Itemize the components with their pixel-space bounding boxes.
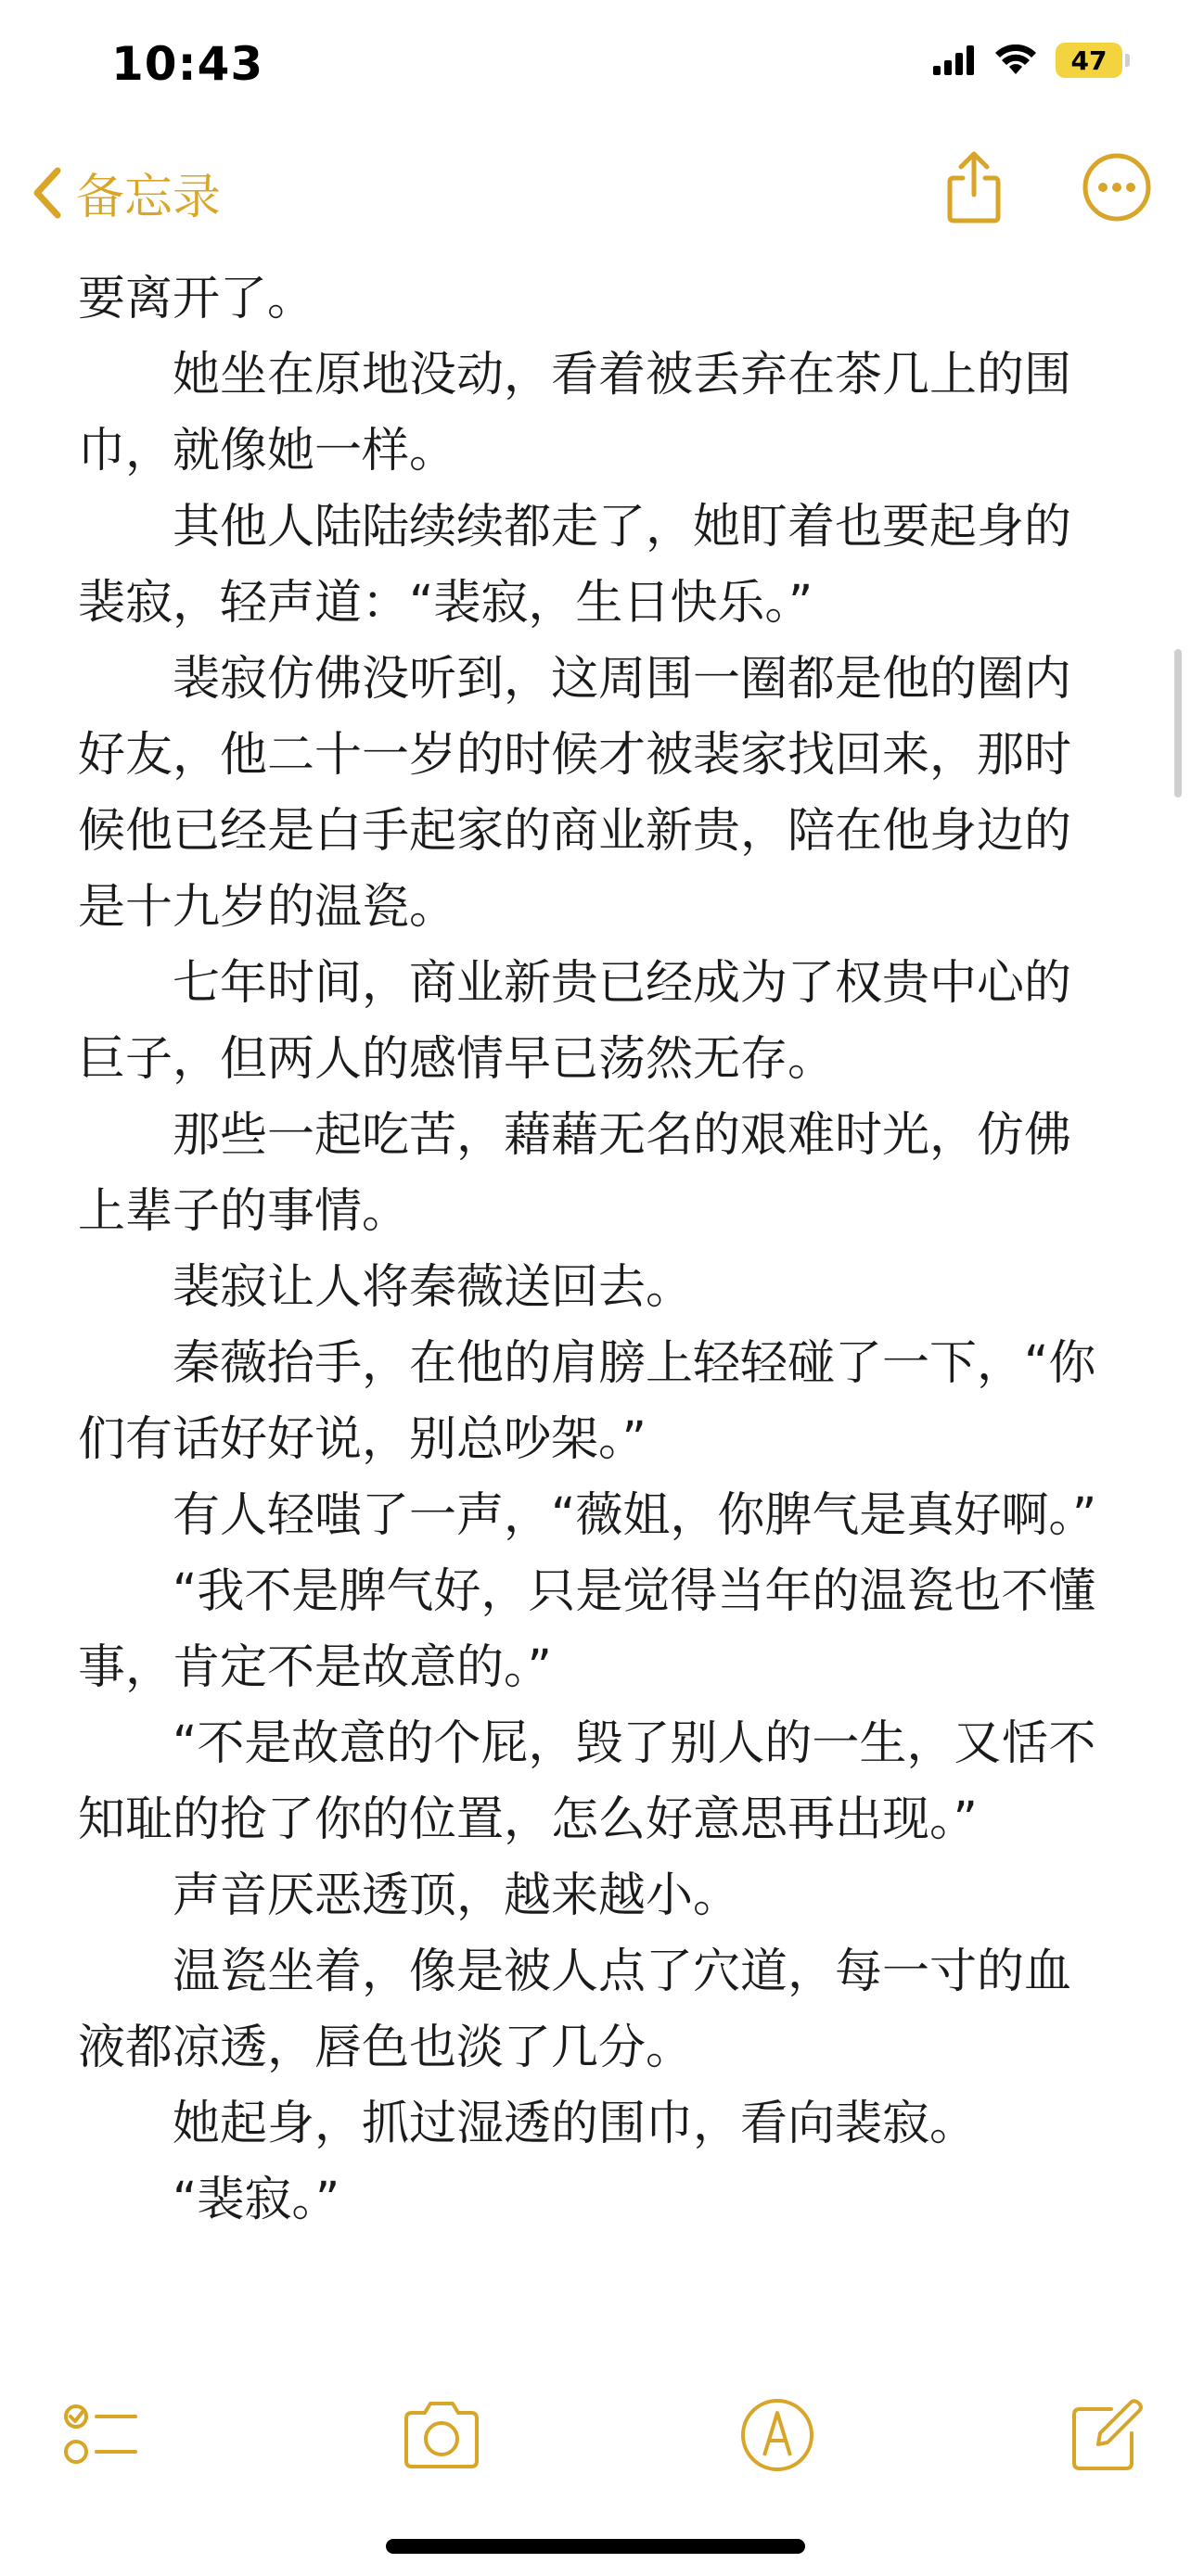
- back-label: 备忘录: [76, 170, 222, 225]
- home-indicator[interactable]: [386, 2539, 805, 2554]
- note-paragraph: 声音厌恶透顶，越来越小。: [173, 1868, 741, 1923]
- note-paragraph: “我不是脾气好，只是觉得当年的温瓷也不懂事，肯定不是故意的。”: [78, 1564, 1096, 1695]
- status-bar: [0, 0, 1191, 130]
- note-paragraph: 七年时间，商业新贵已经成为了权贵中心的巨子，但两人的感情早已荡然无存。: [78, 956, 1072, 1087]
- camera-icon[interactable]: [399, 2396, 484, 2474]
- note-paragraph: “裴寂。”: [173, 2173, 340, 2227]
- status-time: 10:43: [111, 37, 264, 91]
- note-paragraph: 温瓷坐着，像是被人点了穴道，每一寸的血液都凉透，唇色也淡了几分。: [78, 1945, 1072, 2075]
- back-button[interactable]: [32, 158, 221, 227]
- checklist-icon[interactable]: [61, 2396, 139, 2474]
- chevron-left-icon: [32, 165, 63, 221]
- note-paragraph: 裴寂让人将秦薇送回去。: [173, 1260, 694, 1315]
- status-icons: [933, 43, 1122, 78]
- note-paragraph: 有人轻嗤了一声，“薇姐，你脾气是真好啊。”: [173, 1488, 1097, 1543]
- nav-bar: [0, 139, 1191, 250]
- note-paragraph: 裴寂仿佛没听到，这周围一圈都是他的圈内好友，他二十一岁的时候才被裴家找回来，那时候他已经是白手起家的商业新贵，陪在他身边的是十九岁的温瓷。: [78, 652, 1072, 935]
- note-paragraph: 她起身，抓过湿透的围巾，看向裴寂。: [173, 2097, 978, 2151]
- scroll-indicator[interactable]: [1174, 649, 1182, 797]
- note-paragraph: 其他人陆陆续续都走了，她盯着也要起身的裴寂，轻声道：“裴寂，生日快乐。”: [78, 500, 1072, 631]
- cellular-signal-icon: [933, 45, 976, 75]
- more-icon[interactable]: [1082, 152, 1152, 223]
- bottom-toolbar: [0, 2365, 1191, 2494]
- battery-icon: [1056, 43, 1122, 78]
- note-paragraph: 秦薇抬手，在他的肩膀上轻轻碰了一下，“你们有话好好说，别总吵架。”: [78, 1336, 1096, 1467]
- note-paragraph: 那些一起吃苦，藉藉无名的艰难时光，仿佛上辈子的事情。: [78, 1108, 1072, 1239]
- note-paragraph: 她坐在原地没动，看着被丢弃在茶几上的围巾，就像她一样。: [78, 348, 1072, 478]
- share-icon[interactable]: [944, 150, 1004, 224]
- battery-level: 47: [1070, 45, 1108, 76]
- note-body[interactable]: [78, 261, 1113, 2238]
- note-paragraph: “不是故意的个屁，毁了别人的一生，又恬不知耻的抢了你的位置，怎么好意思再出现。”: [78, 1716, 1096, 1847]
- wifi-icon: [994, 45, 1037, 76]
- markup-icon[interactable]: [738, 2396, 816, 2474]
- note-paragraph: 要离开了。: [78, 272, 315, 326]
- nav-actions: [944, 150, 1152, 224]
- compose-icon[interactable]: [1067, 2396, 1145, 2474]
